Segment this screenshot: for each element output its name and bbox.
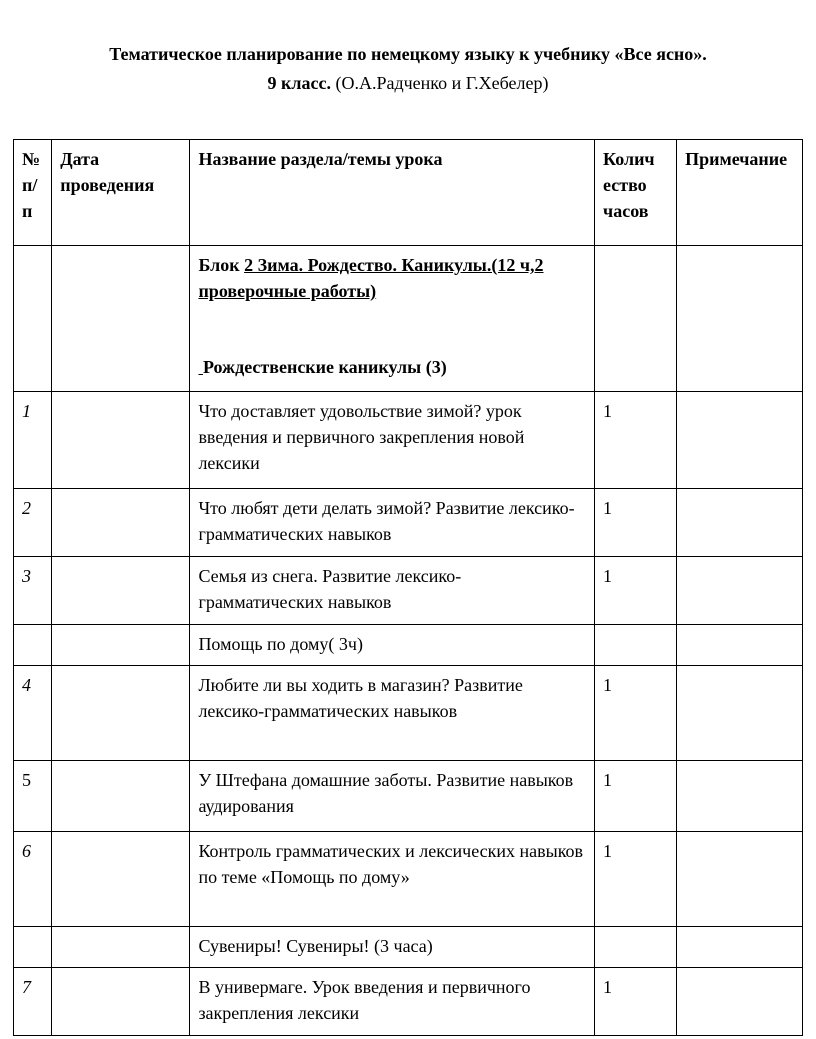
row-num: 4 [14, 666, 52, 761]
row-hours: 1 [595, 557, 677, 625]
block-prefix: Блок [198, 255, 245, 275]
note-cell [677, 666, 803, 761]
row-num: 7 [14, 968, 52, 1036]
row-topic: В универмаге. Урок введения и первичного закрепления лексики [190, 968, 595, 1036]
date-cell [52, 557, 190, 625]
table-row [14, 557, 803, 625]
row-hours: 1 [595, 489, 677, 557]
row-hours: 1 [595, 666, 677, 761]
row-topic: Любите ли вы ходить в магазин? Развитие лексико-грамматических навыков [190, 666, 595, 761]
row-topic: Семья из снега. Развитие лексико-грамматических навыков [190, 557, 595, 625]
document-title [0, 40, 816, 98]
table-row [14, 489, 803, 557]
row-hours: 1 [595, 832, 677, 927]
header-hours-part-1: Колич [603, 149, 655, 169]
row-hours: 1 [595, 761, 677, 832]
empty-cell [677, 625, 803, 666]
empty-cell [14, 246, 52, 392]
row-topic: Контроль грамматических и лексических навыков по теме «Помощь по дому» [190, 832, 595, 927]
table-row [14, 832, 803, 927]
empty-cell [52, 625, 190, 666]
row-num: 5 [14, 761, 52, 832]
title-grade: 9 класс. [267, 73, 331, 93]
section-title: Сувениры! Сувениры! (3 часа) [190, 927, 595, 968]
empty-cell [677, 246, 803, 392]
date-cell [52, 832, 190, 927]
empty-cell [52, 246, 190, 392]
empty-cell [595, 625, 677, 666]
header-hours-part-2: ество [603, 175, 647, 195]
header-num: № п/п [14, 140, 52, 246]
date-cell [52, 968, 190, 1036]
block-title-cell [190, 246, 595, 392]
header-date: Дата проведения [52, 140, 190, 246]
title-authors: (О.А.Радченко и Г.Хебелер) [330, 73, 549, 93]
block-title: 2 Зима. Рождество. Каникулы.(12 ч,2 проверочные работы) [198, 255, 544, 301]
date-cell [52, 666, 190, 761]
empty-cell [14, 927, 52, 968]
date-cell [52, 761, 190, 832]
row-topic: У Штефана домашние заботы. Развитие навыков аудирования [190, 761, 595, 832]
note-cell [677, 392, 803, 489]
header-topic: Название раздела/темы урока [190, 140, 595, 246]
row-topic: Что доставляет удовольствие зимой? урок введения и первичного закрепления новой лексики [190, 392, 595, 489]
section-row [14, 625, 803, 666]
row-num: 6 [14, 832, 52, 927]
note-cell [677, 489, 803, 557]
block-row [14, 246, 803, 392]
row-hours: 1 [595, 968, 677, 1036]
row-num: 2 [14, 489, 52, 557]
row-num: 1 [14, 392, 52, 489]
note-cell [677, 557, 803, 625]
row-topic: Что любят дети делать зимой? Развитие лексико-грамматических навыков [190, 489, 595, 557]
date-cell [52, 392, 190, 489]
note-cell [677, 968, 803, 1036]
table-row [14, 968, 803, 1036]
empty-cell [595, 246, 677, 392]
header-hours-part-3: часов [603, 201, 649, 221]
section-row [14, 927, 803, 968]
section-title: Помощь по дому( 3ч) [190, 625, 595, 666]
row-num: 3 [14, 557, 52, 625]
date-cell [52, 489, 190, 557]
table-row [14, 392, 803, 489]
header-hours [595, 140, 677, 246]
table-header-row [14, 140, 803, 246]
header-note: Примечание [677, 140, 803, 246]
row-hours: 1 [595, 392, 677, 489]
planning-table [13, 139, 803, 1036]
empty-cell [52, 927, 190, 968]
note-cell [677, 832, 803, 927]
block-subtopic: Рождественские каникулы (3) [202, 357, 447, 377]
empty-cell [595, 927, 677, 968]
table-row [14, 666, 803, 761]
note-cell [677, 761, 803, 832]
empty-cell [14, 625, 52, 666]
empty-cell [677, 927, 803, 968]
table-row [14, 761, 803, 832]
title-line-1: Тематическое планирование по немецкому языку к учебнику «Все ясно». [109, 44, 707, 64]
